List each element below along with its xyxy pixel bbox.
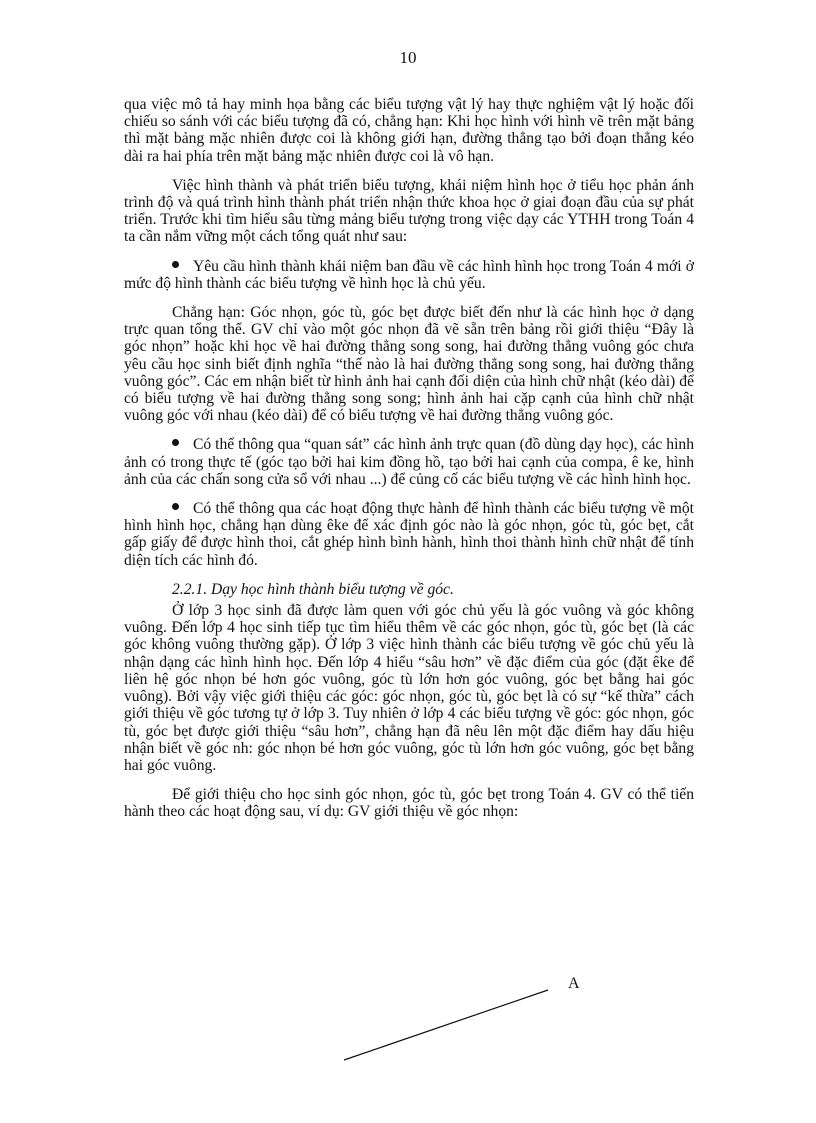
bullet-icon (172, 503, 179, 510)
angle-figure (330, 960, 630, 1070)
bullet-text: Có thể thông qua các hoạt động thực hành để hình thành các biểu tượng về một hình hình học, chẳng hạn dùng êke để xác định góc nào là góc nhọn, góc tù, góc bẹt, cắt gấp giấy để được hình thoi, cắt ghép hình bình hành, hình thoi thành hình chữ nhật để tính diện tích các hình đó. (124, 500, 694, 569)
paragraph: Chẳng hạn: Góc nhọn, góc tù, góc bẹt được biết đến như là các hình học ở dạng trực quan tổng thể. GV chỉ vào một góc nhọn đã vẽ sẵn trên bảng rồi giới thiệu “Đây là góc nhọn” hoặc khi học về hai đường thẳng song song, hai đường thẳng vuông góc chưa yêu cầu học sinh biết định nghĩa “thế nào là hai đường thẳng song song, hai đường thẳng vuông góc”. Các em nhận biết từ hình ảnh hai cạnh đối diện của hình chữ nhật (kéo dài) để có biểu tượng về hai đường thẳng song song; hình ảnh hai cặp cạnh của hình chữ nhật vuông góc với nhau (kéo dài) để có biểu tượng về hai đường thẳng vuông góc. (124, 304, 694, 425)
document-body (124, 96, 694, 833)
bullet-item (124, 258, 694, 292)
angle-ray (344, 990, 548, 1060)
bullet-text: Có thể thông qua “quan sát” các hình ảnh trực quan (đồ dùng dạy học), các hình ảnh có trong thực tế (góc tạo bởi hai kim đồng hồ, tạo bởi hai cạnh của compa, ê ke, hình ảnh của các chấn song cửa sổ với nhau ...) để củng cố các biểu tượng về các hình hình học. (124, 436, 694, 488)
page-number: 10 (399, 48, 417, 67)
paragraph: Việc hình thành và phát triển biểu tượng, khái niệm hình học ở tiểu học phản ánh trình độ và quá trình hình thành phát triển nhận thức khoa học ở giai đoạn đầu của sự phát triển. Trước khi tìm hiểu sâu từng mảng biểu tượng trong việc dạy các YTHH trong Toán 4 ta cần nắm vững một cách tổng quát như sau: (124, 176, 694, 246)
point-label-a: A (568, 975, 580, 992)
paragraph: Ở lớp 3 học sinh đã được làm quen với góc chủ yếu là góc vuông và góc không vuông. Đến lớp 4 học sinh tiếp tục tìm hiểu thêm về các góc nhọn, góc tù, góc bẹt (là các góc không vuông thường gặp). Ở lớp 3 việc hình thành các biểu tượng về góc chủ yếu là nhận dạng các hình hình học. Đến lớp 4 hiểu “sâu hơn” về đặc điểm của góc (đặt êke để liên hệ góc nhọn bé hơn góc vuông, góc tù lớn hơn góc vuông, góc bẹt bằng hai góc vuông). Bởi vậy việc giới thiệu các góc: góc nhọn, góc tù, góc bẹt là có sự “kế thừa” cách giới thiệu về góc tương tự ở lớp 3. Tuy nhiên ở lớp 4 các biểu tượng về góc: góc nhọn, góc tù, góc bẹt được giới thiệu “sâu hơn”, chẳng hạn đã nêu lên một đặc điểm hay dấu hiệu nhận biết về góc nh: góc nhọn bé hơn góc vuông, góc tù lớn hơn góc vuông, góc bẹt bằng hai góc vuông. (124, 602, 694, 774)
bullet-icon (172, 439, 179, 446)
bullet-item (124, 500, 694, 569)
paragraph: Để giới thiệu cho học sinh góc nhọn, góc tù, góc bẹt trong Toán 4. GV có thể tiến hành theo các hoạt động sau, ví dụ: GV giới thiệu về góc nhọn: (124, 786, 694, 821)
bullet-icon (172, 261, 179, 268)
paragraph: qua việc mô tả hay minh họa bằng các biểu tượng vật lý hay thực nghiệm vật lý hoặc đối chiếu so sánh với các biểu tượng đã có, chẳng hạn: Khi học hình với hình vẽ trên mặt bảng thì mặt bảng mặc nhiên được coi là không giới hạn, đường thẳng tạo bởi đoạn thẳng kéo dài ra hai phía trên mặt bảng mặc nhiên được coi là vô hạn. (124, 96, 694, 165)
section-heading: 2.2.1. Dạy học hình thành biểu tượng về góc. (172, 580, 454, 598)
bullet-text: Yêu cầu hình thành khái niệm ban đầu về các hình hình học trong Toán 4 mới ở mức độ hình thành các biểu tượng về hình học là chủ yếu. (124, 257, 694, 292)
bullet-item (124, 436, 694, 488)
